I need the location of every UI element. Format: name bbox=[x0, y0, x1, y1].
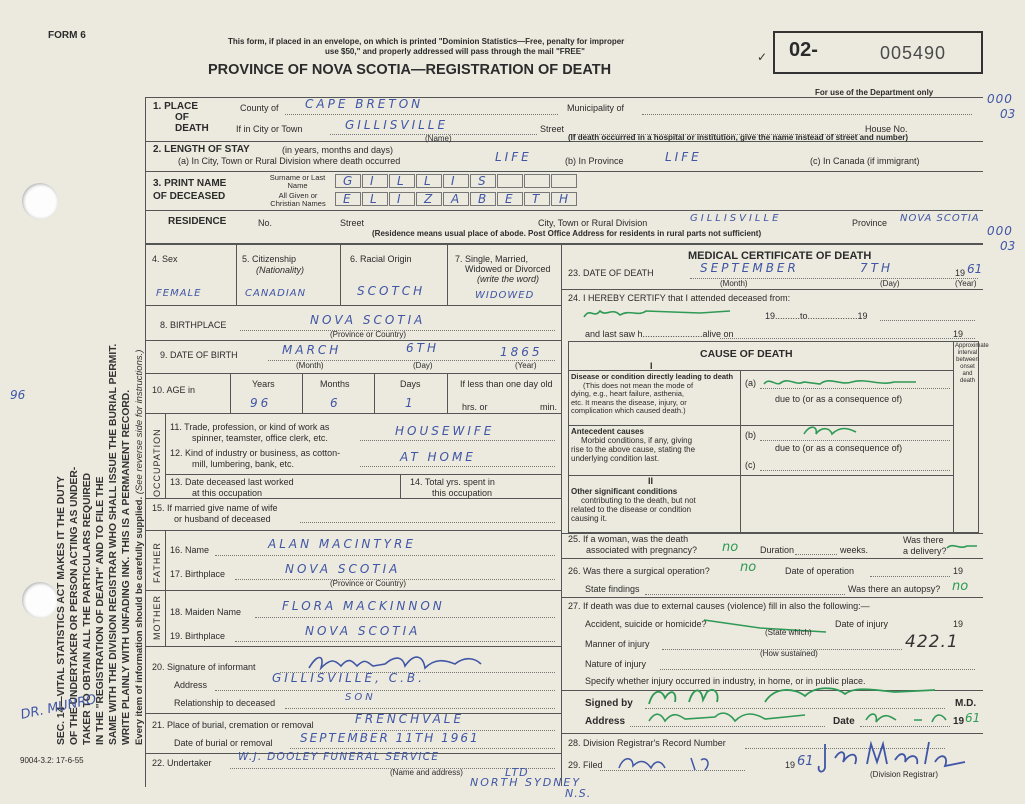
given-cell-1 bbox=[335, 192, 361, 206]
other-conditions-label: Other significant conditions contributing to the death, but not related to the disease or condition causing it. bbox=[571, 487, 696, 523]
surname-cell-3 bbox=[389, 174, 415, 188]
given-cell-3 bbox=[389, 192, 415, 206]
surname-cell-1 bbox=[335, 174, 361, 188]
given-names-label: All Given or Christian Names bbox=[270, 191, 326, 208]
undertaker-address-1: LTD bbox=[505, 766, 529, 779]
citizenship-label: 5. Citizenship bbox=[242, 254, 297, 264]
registration-number: 005490 bbox=[880, 43, 947, 63]
signed-date-value bbox=[862, 708, 952, 726]
age-annotation: 96 bbox=[10, 388, 26, 402]
filed-date-value bbox=[615, 752, 725, 774]
spouse-label: 15. If married give name of wife or husband of deceased bbox=[152, 503, 278, 524]
given-letter-6: B bbox=[478, 192, 487, 206]
municipality-label: Municipality of bbox=[567, 103, 625, 113]
side-instructions bbox=[55, 344, 146, 745]
undertaker-address-2: NORTH SYDNEY bbox=[470, 776, 582, 789]
external-causes-label: 27. If death was due to external causes (violence) fill in also the following:— bbox=[568, 601, 870, 611]
physician-address-label: Address bbox=[585, 716, 626, 727]
death-year-hint: (Year) bbox=[955, 279, 977, 288]
punch-hole-top bbox=[22, 183, 58, 219]
occ12-value: AT HOME bbox=[400, 450, 476, 464]
cause-b-label: (b) bbox=[745, 430, 756, 440]
age-years: 96 bbox=[250, 396, 272, 410]
given-letter-8: T bbox=[532, 192, 540, 206]
department-use-note: For use of the Department only bbox=[815, 88, 934, 97]
medical-title: MEDICAL CERTIFICATE OF DEATH bbox=[688, 250, 872, 262]
surname-cell-8 bbox=[524, 174, 550, 188]
death-month-hint: (Month) bbox=[720, 279, 748, 288]
residence-no-label: No. bbox=[258, 218, 273, 228]
mail-notice-1: This form, if placed in an envelope, on which is printed "Dominion Statistics—Free, penalty for improper bbox=[228, 37, 625, 46]
surname-cell-7 bbox=[497, 174, 523, 188]
residence-province-value: NOVA SCOTIA bbox=[900, 213, 980, 224]
county-label: County of bbox=[240, 103, 279, 113]
less-than-day-label: If less than one day old bbox=[460, 379, 553, 389]
surname-letter-5: I bbox=[451, 174, 455, 188]
side-line-7: Every item of information should be carefully supplied. bbox=[134, 496, 145, 745]
attended-scribble bbox=[580, 305, 740, 321]
margin-code-2b: 03 bbox=[1000, 239, 1016, 253]
side-line-5: SAME WITH THE DIVISION REGISTRAR WHO SHALL ISSUE THE BURIAL PERMIT. bbox=[108, 343, 119, 745]
surname-cell-4 bbox=[416, 174, 442, 188]
antecedent-label: Antecedent causes Morbid conditions, if any, giving rise to the above cause, stating the underlying condition last. bbox=[571, 427, 696, 463]
dob-day: 6TH bbox=[406, 341, 439, 355]
nature-label: Nature of injury bbox=[585, 659, 647, 669]
certify-label: 24. I HEREBY CERTIFY that I attended deceased from: bbox=[568, 293, 791, 303]
specify-label: Specify whether injury occurred in industry, in home, or in public place. bbox=[585, 676, 866, 686]
occ14-label: 14. Total yrs. spent in this occupation bbox=[410, 477, 495, 498]
residence-city-value: GILLISVILLE bbox=[690, 213, 782, 224]
registration-number-box bbox=[773, 31, 983, 74]
father-birthplace-label: 17. Birthplace bbox=[170, 569, 226, 579]
occ13-label: 13. Date deceased last worked at this occupation bbox=[170, 477, 294, 498]
stay-city-value: LIFE bbox=[495, 150, 532, 164]
sex-label: 4. Sex bbox=[152, 254, 178, 264]
death-month: SEPTEMBER bbox=[700, 261, 799, 275]
undertaker-label: 22. Undertaker bbox=[152, 758, 212, 768]
days-label: Days bbox=[400, 379, 421, 389]
residence-street-label: Street bbox=[340, 218, 365, 228]
death-year-prefix: 19 bbox=[955, 268, 966, 278]
state-which-hint: (State which) bbox=[765, 628, 812, 637]
occ12-label: 12. Kind of industry or business, as cotton- mill, lumbering, bank, etc. bbox=[170, 448, 341, 469]
mother-side-label: MOTHER bbox=[152, 595, 162, 640]
cause-c-label: (c) bbox=[745, 460, 756, 470]
form-title: PROVINCE OF NOVA SCOTIA—REGISTRATION OF DEATH bbox=[208, 62, 612, 78]
stay-province-label: (b) In Province bbox=[565, 156, 624, 166]
autopsy-label: Was there an autopsy? bbox=[848, 584, 941, 594]
residence-label: RESIDENCE bbox=[168, 216, 227, 227]
margin-code-1: 000 bbox=[987, 92, 1013, 106]
surname-label: Surname or Last Name bbox=[269, 173, 326, 190]
min-label: min. bbox=[540, 402, 558, 412]
stay-province-value: LIFE bbox=[665, 150, 702, 164]
age-months: 6 bbox=[330, 396, 341, 410]
margin-code-1b: 03 bbox=[1000, 107, 1016, 121]
signed-label: Signed by bbox=[585, 698, 633, 709]
last-seen-year: 19 bbox=[953, 329, 964, 339]
side-line-2: OF THE UNDERTAKER OR PERSON ACTING AS UNDER- bbox=[69, 466, 80, 745]
burial-date-value: SEPTEMBER 11TH 1961 bbox=[300, 731, 480, 745]
operation-answer: no bbox=[740, 560, 757, 575]
occ11-value: HOUSEWIFE bbox=[395, 424, 495, 438]
father-birthplace-hint: (Province or Country) bbox=[330, 579, 407, 588]
dob-year-hint: (Year) bbox=[515, 361, 537, 370]
birthplace-label: 8. BIRTHPLACE bbox=[160, 320, 227, 330]
surname-cell-6 bbox=[470, 174, 496, 188]
md-label: M.D. bbox=[955, 698, 977, 709]
physician-address bbox=[645, 705, 825, 727]
side-line-4: IN THE "REGISTRATION OF DEATH" AND TO FILE THE bbox=[95, 476, 106, 745]
side-line-1: SEC. 14—VITAL STATISTICS ACT MAKES IT THE DUTY bbox=[56, 476, 67, 745]
residence-note: (Residence means usual place of abode. Post Office Address for residents in rural parts not sufficient) bbox=[372, 229, 762, 238]
margin-code-2: 000 bbox=[987, 224, 1013, 238]
given-letter-2: L bbox=[370, 192, 377, 206]
hospital-note: (If death occurred in a hospital or institution, give the name instead of street and number) bbox=[568, 133, 909, 142]
given-cell-5 bbox=[443, 192, 469, 206]
due-to-1: due to (or as a consequence of) bbox=[775, 394, 903, 404]
given-letter-3: I bbox=[397, 192, 401, 206]
given-letter-9: H bbox=[559, 192, 569, 206]
relationship-label: Relationship to deceased bbox=[174, 698, 276, 708]
months-label: Months bbox=[320, 379, 350, 389]
pregnancy-answer: no bbox=[722, 540, 739, 555]
relationship-value: SON bbox=[345, 692, 376, 703]
informant-address-label: Address bbox=[174, 680, 208, 690]
residence-province-label: Province bbox=[852, 218, 888, 228]
residence-city-label: City, Town or Rural Division bbox=[538, 218, 648, 228]
operation-label: 26. Was there a surgical operation? bbox=[568, 566, 710, 576]
roman-one: I bbox=[650, 361, 653, 371]
race-value: SCOTCH bbox=[357, 284, 426, 298]
dob-year: 1865 bbox=[500, 345, 543, 359]
age-days: 1 bbox=[405, 396, 416, 410]
death-day: 7TH bbox=[860, 261, 893, 275]
stay-canada-label: (c) In Canada (if immigrant) bbox=[810, 156, 920, 166]
operation-year: 19 bbox=[953, 566, 964, 576]
autopsy-answer: no bbox=[952, 579, 969, 594]
stay-city-label: (a) In City, Town or Rural Division where death occurred bbox=[178, 156, 401, 166]
check-mark: ✓ bbox=[757, 50, 768, 64]
given-cell-7 bbox=[497, 192, 523, 206]
mother-birthplace-value: NOVA SCOTIA bbox=[305, 624, 421, 638]
mother-name-label: 18. Maiden Name bbox=[170, 607, 242, 617]
given-letter-1: E bbox=[343, 192, 351, 206]
surname-cell-5 bbox=[443, 174, 469, 188]
side-line-3: TAKER TO OBTAIN ALL THE PARTICULARS REQUIRED bbox=[82, 472, 93, 745]
father-name-label: 16. Name bbox=[170, 545, 210, 555]
doctor-annotation: DR. MUNRO bbox=[19, 692, 98, 723]
informant-address-value: GILLISVILLE, C.B. bbox=[272, 671, 425, 685]
race-label: 6. Racial Origin bbox=[350, 254, 412, 264]
manner-label: Manner of injury bbox=[585, 639, 650, 649]
last-seen-label: and last saw h........................alive on bbox=[585, 329, 734, 339]
registration-prefix: 02- bbox=[789, 39, 818, 61]
interval-label: Approximate interval between onset and death bbox=[955, 343, 989, 384]
delivery-answer bbox=[945, 540, 979, 552]
dob-label: 9. DATE OF BIRTH bbox=[160, 350, 238, 360]
mail-notice-2: use $50," and properly addressed will pass through the mail "FREE" bbox=[325, 47, 585, 56]
death-date-label: 23. DATE OF DEATH bbox=[568, 268, 654, 278]
given-cell-4 bbox=[416, 192, 442, 206]
form-number: FORM 6 bbox=[48, 30, 86, 41]
injury-date-label: Date of injury bbox=[835, 619, 889, 629]
dob-month: MARCH bbox=[282, 343, 342, 357]
surname-letter-1: G bbox=[343, 174, 353, 188]
mother-name-value: FLORA MACKINNON bbox=[282, 599, 445, 613]
county-value: CAPE BRETON bbox=[305, 97, 424, 111]
undertaker-hint: (Name and address) bbox=[390, 768, 463, 777]
stay-label: 2. LENGTH OF STAY bbox=[153, 144, 250, 155]
undertaker-address-3: N.S. bbox=[565, 787, 592, 800]
injury-year: 19 bbox=[953, 619, 964, 629]
sex-value: FEMALE bbox=[156, 288, 202, 299]
due-to-2: due to (or as a consequence of) bbox=[775, 443, 903, 453]
surname-letter-4: L bbox=[424, 174, 431, 188]
death-day-hint: (Day) bbox=[880, 279, 900, 288]
side-line-6: WRITE PLAINLY WITH UNFADING INK. THIS IS A PERMANENT RECORD. bbox=[121, 389, 132, 745]
street-label: Street bbox=[540, 124, 565, 134]
stay-hint: (in years, months and days) bbox=[282, 145, 394, 155]
dob-day-hint: (Day) bbox=[413, 361, 433, 370]
duration-label: Duration bbox=[760, 545, 795, 555]
signed-date-label: Date bbox=[833, 716, 855, 727]
filed-year-prefix: 19 bbox=[785, 760, 796, 770]
given-cell-2 bbox=[362, 192, 388, 206]
occupation-side-label: OCCUPATION bbox=[152, 428, 162, 497]
cause-code: 422.1 bbox=[905, 632, 959, 652]
attended-dates: 19..........to....................19 bbox=[765, 311, 868, 321]
given-letter-7: E bbox=[505, 192, 513, 206]
cause-a-label: (a) bbox=[745, 378, 756, 388]
surname-cell-2 bbox=[362, 174, 388, 188]
print-name-label: 3. PRINT NAME OF DECEASED bbox=[153, 178, 227, 202]
given-letter-4: Z bbox=[424, 192, 433, 206]
disease-direct-label: Disease or condition directly leading to death (This does not mean the mode of dying, e.g., heart failure, asthenia, etc. It means the disease, injury, or complication which caused death.) bbox=[571, 372, 734, 415]
years-label: Years bbox=[252, 379, 275, 389]
burial-date-label: Date of burial or removal bbox=[174, 738, 273, 748]
place-label: 1. PLACE OF DEATH bbox=[153, 101, 209, 134]
burial-place-label: 21. Place of burial, cremation or removal bbox=[152, 720, 314, 730]
city-label: If in City or Town bbox=[236, 124, 303, 134]
undertaker-value: W.J. DOOLEY FUNERAL SERVICE bbox=[238, 751, 440, 763]
operation-date-label: Date of operation bbox=[785, 566, 855, 576]
roman-two: II bbox=[648, 476, 654, 486]
age-label: 10. AGE in bbox=[152, 385, 196, 395]
given-cell-9 bbox=[551, 192, 577, 206]
house-label: House No. bbox=[865, 124, 908, 134]
delivery-label: Was there a delivery? bbox=[903, 535, 947, 556]
citizenship-value: CANADIAN bbox=[245, 288, 307, 299]
city-value: GILLISVILLE bbox=[345, 118, 449, 132]
surname-letter-3: L bbox=[397, 174, 404, 188]
filed-label: 29. Filed bbox=[568, 760, 603, 770]
marital-label: 7. Single, Married, Widowed or Divorced (write the word) bbox=[455, 254, 551, 284]
cause-title: CAUSE OF DEATH bbox=[700, 348, 793, 360]
state-findings-label: State findings bbox=[585, 584, 640, 594]
side-line-7b: (See reverse side for instructions.) bbox=[134, 349, 145, 495]
pregnancy-label: 25. If a woman, was the death associated with pregnancy? bbox=[568, 534, 698, 555]
signed-year-prefix: 19 bbox=[953, 716, 965, 727]
weeks-label: weeks. bbox=[840, 545, 869, 555]
how-sustained-hint: (How sustained) bbox=[760, 649, 818, 658]
name-hint: (Name) bbox=[425, 134, 452, 143]
filed-year-suffix: 61 bbox=[797, 754, 814, 769]
marital-value: WIDOWED bbox=[475, 290, 535, 301]
surname-letter-6: S bbox=[478, 174, 486, 188]
birthplace-value: NOVA SCOTIA bbox=[310, 313, 426, 327]
hrs-label: hrs. or bbox=[462, 402, 488, 412]
death-year-suffix: 61 bbox=[967, 262, 983, 276]
surname-letter-2: I bbox=[370, 174, 374, 188]
punch-hole-bottom bbox=[22, 582, 58, 618]
given-cell-8 bbox=[524, 192, 550, 206]
given-letter-5: A bbox=[451, 192, 460, 206]
record-number-label: 28. Division Registrar's Record Number bbox=[568, 738, 726, 748]
occ11-label: 11. Trade, profession, or kind of work as spinner, teamster, office clerk, etc. bbox=[170, 422, 330, 443]
father-birthplace-value: NOVA SCOTIA bbox=[285, 562, 401, 576]
burial-place-value: FRENCHVALE bbox=[355, 712, 465, 726]
father-name-value: ALAN MACINTYRE bbox=[268, 537, 416, 551]
father-side-label: FATHER bbox=[152, 542, 162, 583]
informant-signature-label: 20. Signature of informant bbox=[152, 662, 256, 672]
dob-month-hint: (Month) bbox=[296, 361, 324, 370]
signed-year-suffix: 61 bbox=[965, 711, 981, 725]
mother-birthplace-label: 19. Birthplace bbox=[170, 631, 226, 641]
cause-b-scribble bbox=[800, 422, 870, 440]
registrar-hint: (Division Registrar) bbox=[870, 770, 939, 779]
accident-label: Accident, suicide or homicide? bbox=[585, 619, 707, 629]
surname-cell-9 bbox=[551, 174, 577, 188]
given-cell-6 bbox=[470, 192, 496, 206]
birthplace-hint: (Province or Country) bbox=[330, 330, 407, 339]
citizenship-hint: (Nationality) bbox=[256, 265, 305, 275]
form-code: 9004-3.2: 17-6-55 bbox=[20, 756, 84, 765]
